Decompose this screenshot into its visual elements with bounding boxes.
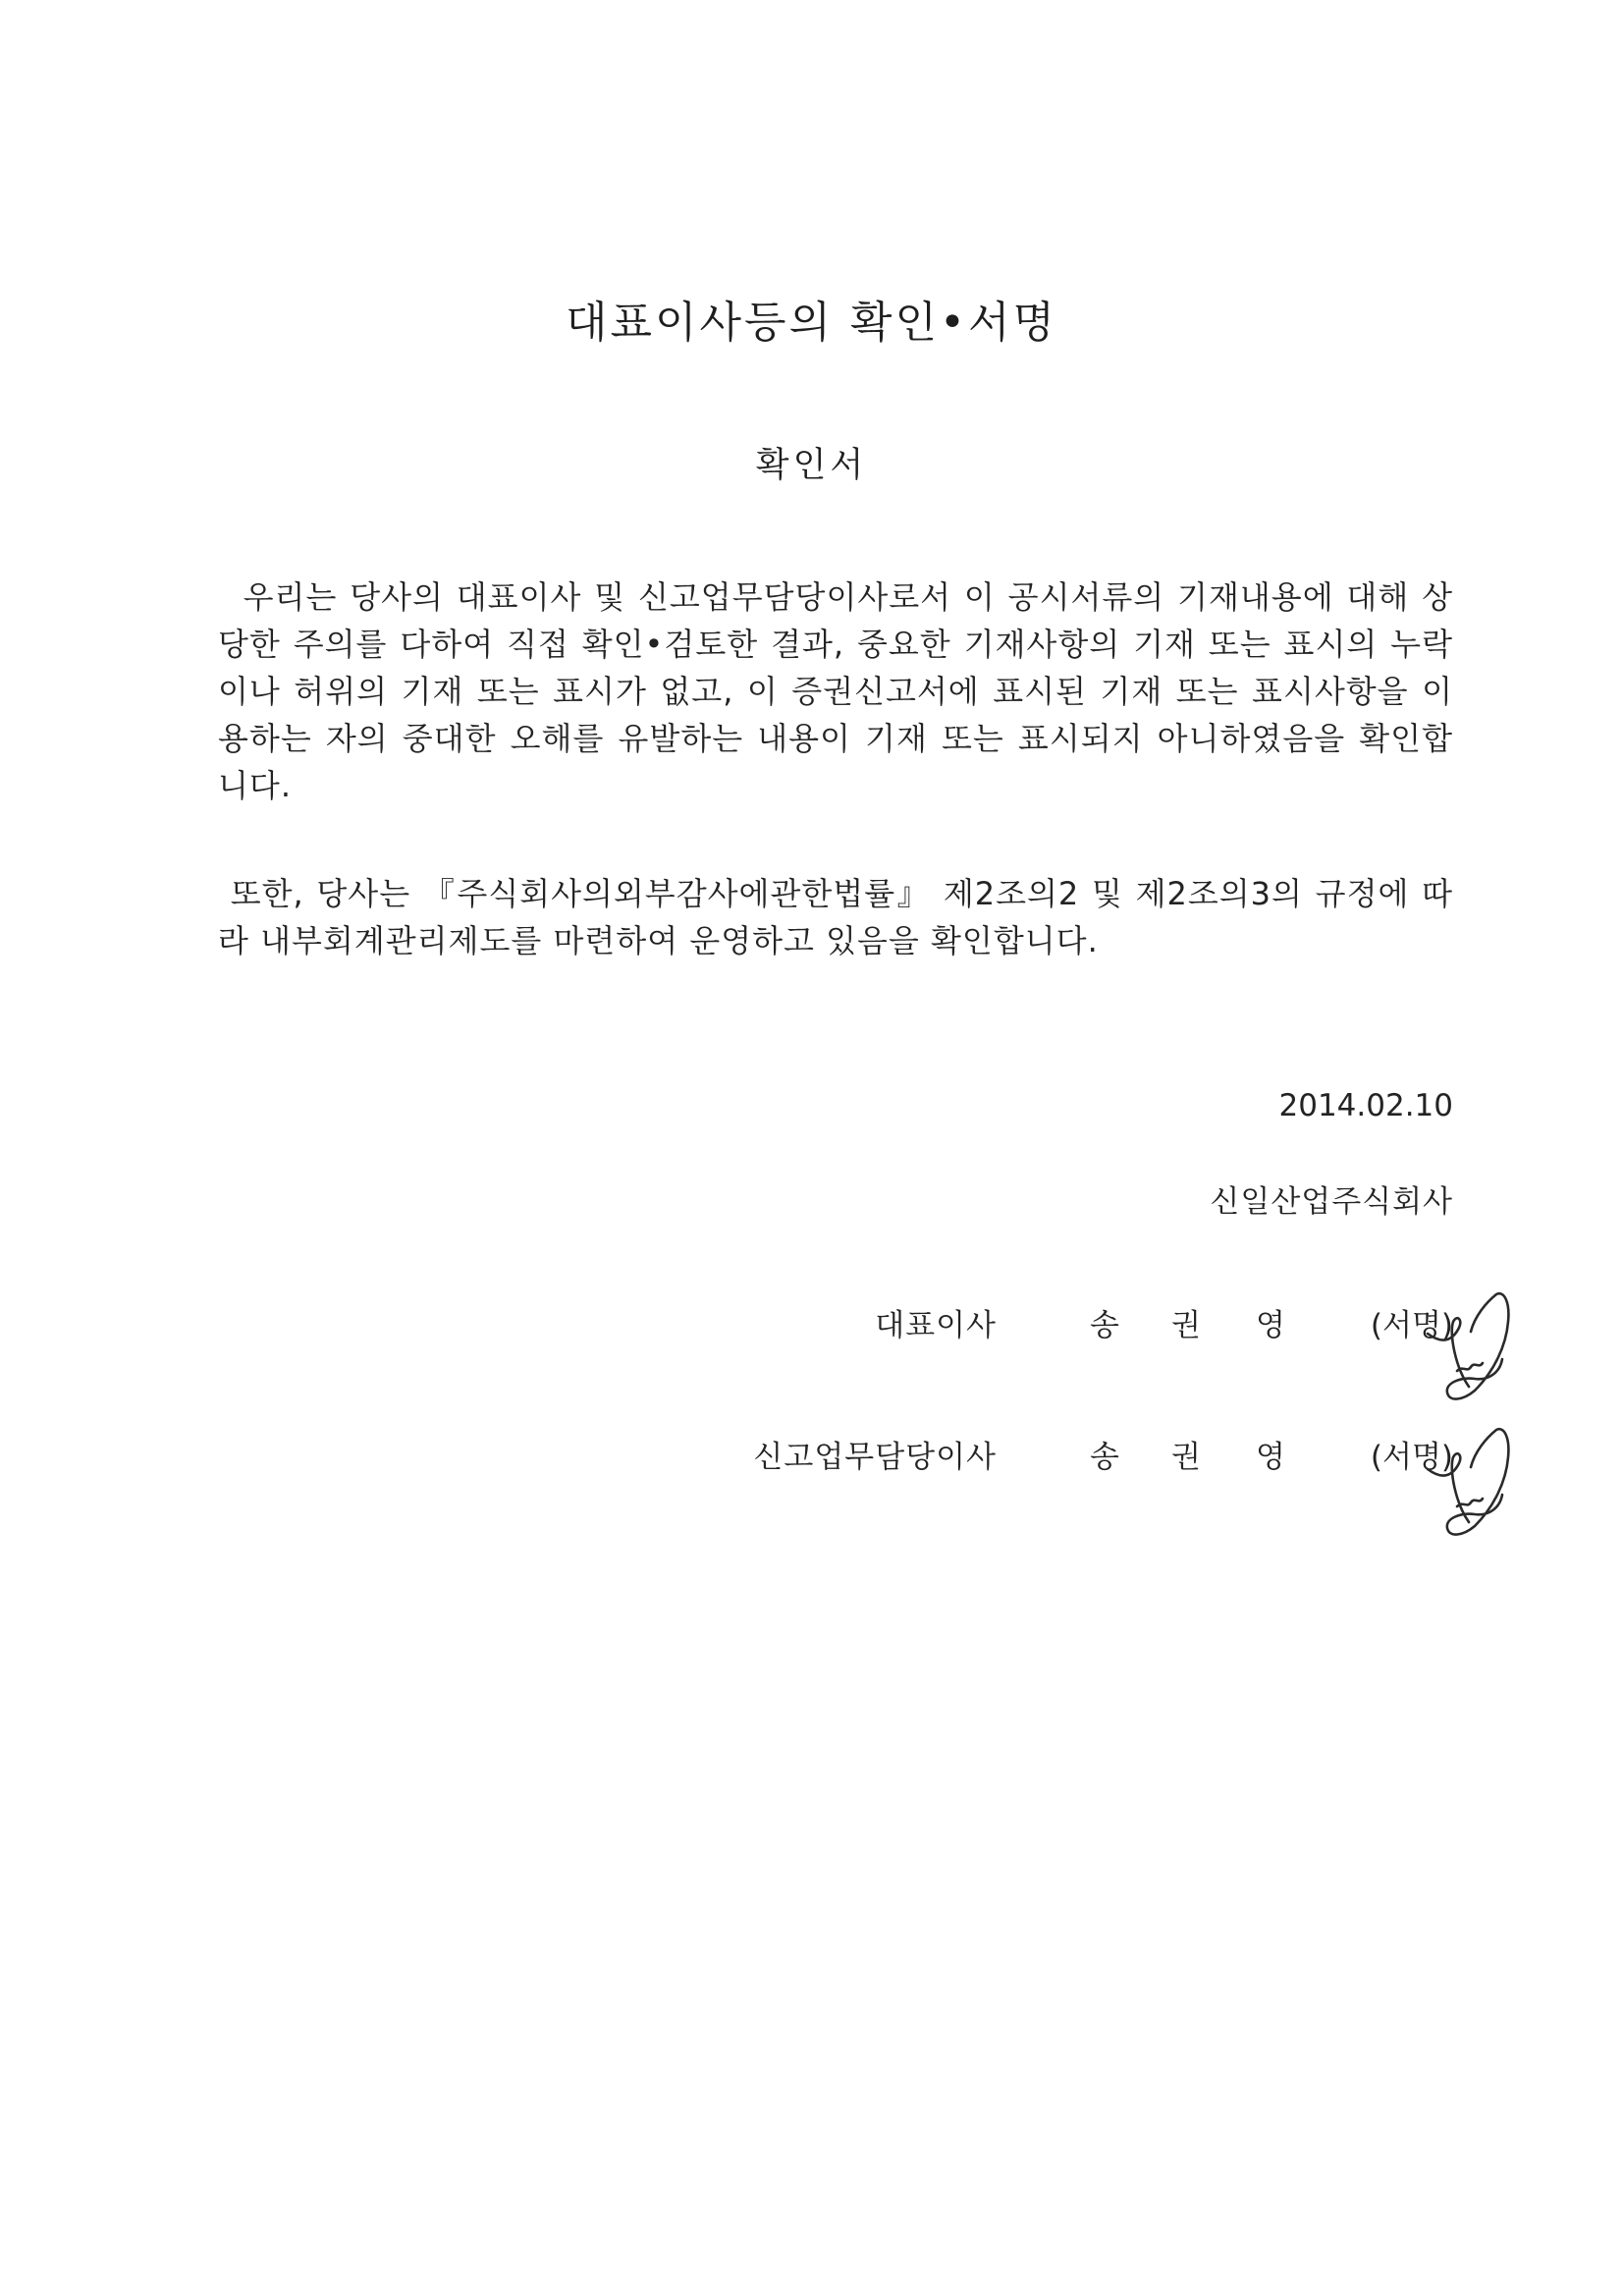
signatory-role: 대표이사 [875, 1308, 997, 1343]
signatory-name-char: 송 [1090, 1440, 1119, 1475]
signatory-name-char: 영 [1256, 1440, 1285, 1475]
signature-label: (서명) [1370, 1308, 1453, 1343]
company-name: 신일산업주식회사 [1210, 1184, 1453, 1220]
document-date: 2014.02.10 [1278, 1088, 1453, 1123]
confirmation-paragraph: 우리는 당사의 대표이사 및 신고업무담당이사로서 이 공시서류의 기재내용에 대해 상당한 주의를 다하여 직접 확인•검토한 결과, 중요한 기재사항의 기재 또는 표시의 누락이나 허위의 기재 또는 표시가 없고, 이 증권신고서에 표시된 기재 또는 표시사항을 이용하는 자의 중대한 오해를 유발하는 내용이 기재 또는 표시되지 아니하였음을 확인합니다. [218, 578, 1453, 804]
signature-label: (서명) [1370, 1440, 1453, 1475]
document-title: 대표이사등의 확인•서명 [566, 298, 1057, 348]
handwritten-signature-icon [1414, 1412, 1522, 1550]
internal-control-paragraph: 또한, 당사는 『주식회사의외부감사에관한법률』 제2조의2 및 제2조의3의 규정에 따라 내부회계관리제도를 마련하여 운영하고 있음을 확인합니다. [218, 875, 1453, 959]
signatory-name-char: 권 [1171, 1440, 1201, 1475]
document-subtitle: 확인서 [755, 446, 868, 485]
signatory-name-char: 송 [1090, 1308, 1119, 1343]
signatory-name-char: 권 [1171, 1308, 1201, 1343]
handwritten-signature-icon [1414, 1277, 1522, 1414]
signatory-role: 신고업무담당이사 [753, 1440, 997, 1475]
signatory-name-char: 영 [1256, 1308, 1285, 1343]
